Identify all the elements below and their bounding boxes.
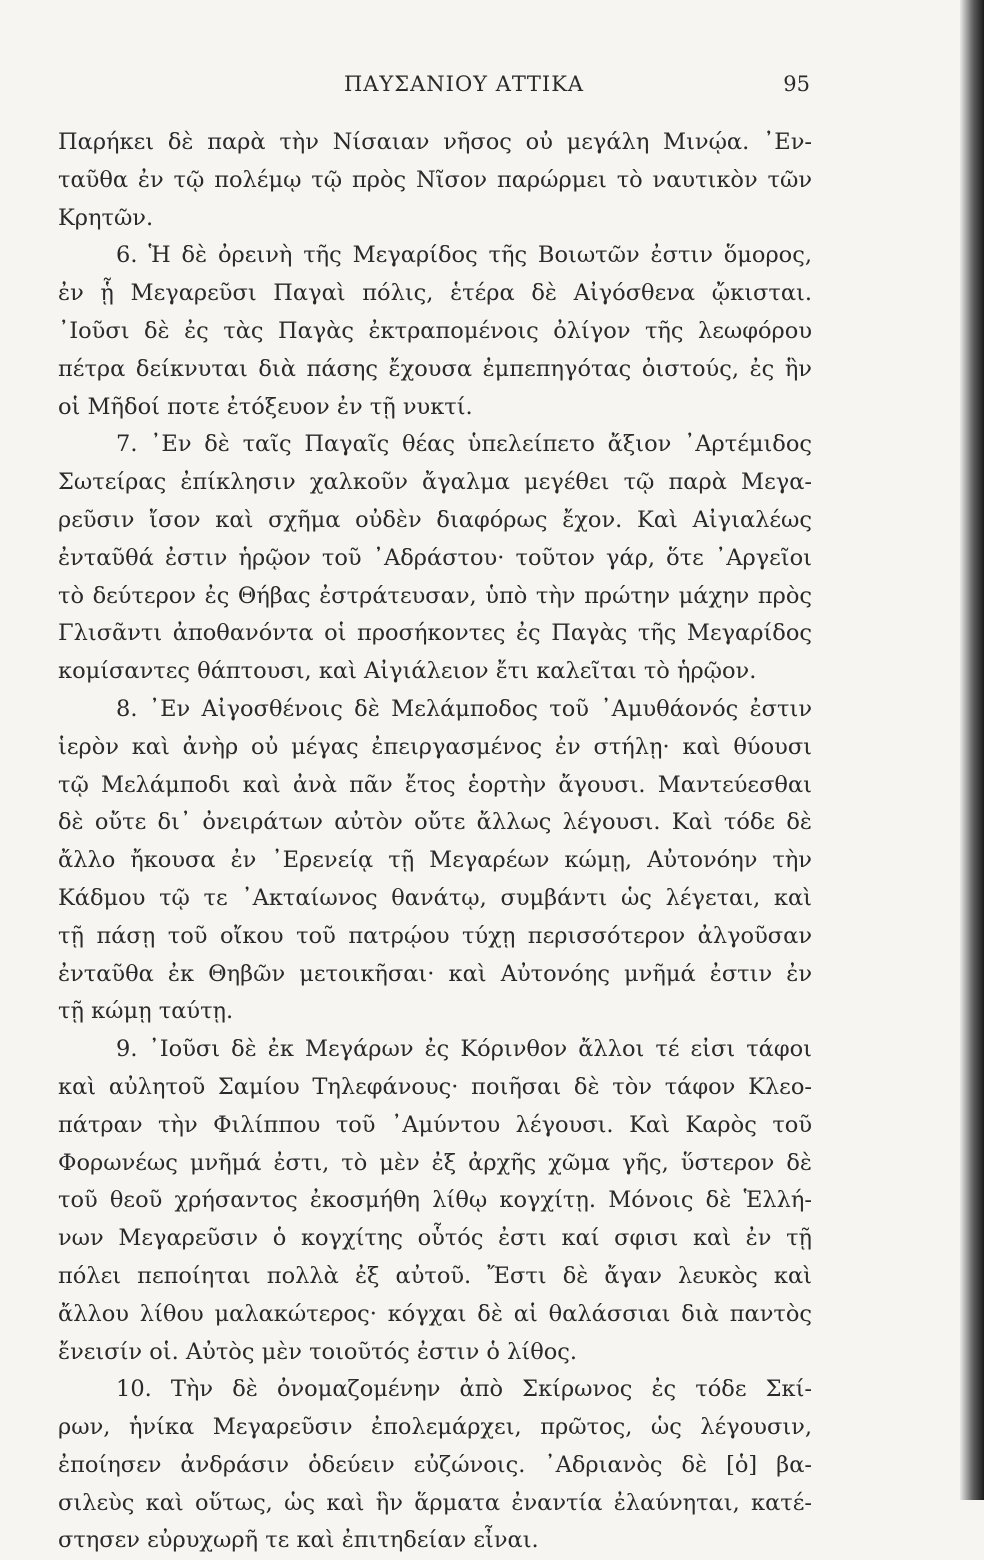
text-line: δὲ οὔτε δι᾿ ὀνειράτων αὐτὸν οὔτε ἄλλως λέγουσι. Καὶ τόδε δὲ [58,809,812,836]
text-line: κομίσαντες θάπτουσι, καὶ Αἰγιάλειον ἔτι καλεῖται τὸ ἡρῷον. [58,658,757,685]
text-line: τῷ Μελάμποδι καὶ ἀνὰ πᾶν ἔτος ἑορτὴν ἄγουσι. Μαντεύεσθαι [58,771,812,798]
text-line: ἐνταῦθά ἐστιν ἡρῷον τοῦ ᾿Αδράστου· τοῦτον γάρ, ὅτε ᾿Αργεῖοι [58,544,812,571]
text-line: ρεῦσιν ἴσον καὶ σχῆμα οὐδὲν διαφόρως ἔχον. Καὶ Αἰγιαλέως [58,506,812,533]
text-line: καὶ αὐλητοῦ Σαμίου Τηλεφάνους· ποιῆσαι δὲ τὸν τάφον Κλεο- [58,1073,812,1100]
body-text [58,124,812,1560]
text-line: τῇ κώμῃ ταύτῃ. [58,998,234,1025]
text-line: ἐνταῦθα ἐκ Θηβῶν μετοικῆσαι· καὶ Αὐτονόης μνῆμά ἐστιν ἐν [58,960,812,987]
text-line: τοῦ θεοῦ χρήσαντος ἐκοσμήθη λίθῳ κογχίτῃ. Μόνοις δὲ Ἑλλή- [58,1187,812,1214]
text-line: 6. Ἡ δὲ ὀρεινὴ τῆς Μεγαρίδος τῆς Βοιωτῶν ἐστιν ὅμορος, [116,242,812,269]
text-line: 9. ᾿Ιοῦσι δὲ ἐκ Μεγάρων ἐς Κόρινθον ἄλλοι τέ εἰσι τάφοι [116,1036,812,1063]
text-line: ᾿Ιοῦσι δὲ ἐς τὰς Παγὰς ἐκτραπομένοις ὀλίγον τῆς λεωφόρου [58,317,812,344]
page-number: 95 [783,72,810,96]
text-line: οἱ Μῆδοί ποτε ἐτόξευον ἐν τῇ νυκτί. [58,393,473,420]
text-line: ἐν ᾗ Μεγαρεῦσι Παγαὶ πόλις, ἑτέρα δὲ Αἰγόσθενα ᾤκισται. [58,280,812,307]
text-line: ταῦθα ἐν τῷ πολέμῳ τῷ πρὸς Νῖσον παρώρμει τὸ ναυτικὸν τῶν [58,166,812,193]
text-line: 8. ᾿Εν Αἰγοσθένοις δὲ Μελάμποδος τοῦ ᾿Αμυθάονός ἐστιν [116,695,812,722]
text-line: σιλεὺς καὶ οὕτως, ὡς καὶ ἣν ἅρματα ἐναντία ἐλαύνηται, κατέ- [58,1489,812,1516]
text-line: Σωτείρας ἐπίκλησιν χαλκοῦν ἄγαλμα μεγέθει τῷ παρὰ Μεγα- [58,469,812,496]
text-line: ἄλλο ἤκουσα ἐν ᾿Ερενείᾳ τῇ Μεγαρέων κώμῃ, Αὐτονόην τὴν [58,847,812,874]
text-line: ἄλλου λίθου μαλακώτερος· κόγχαι δὲ αἱ θαλάσσιαι διὰ παντὸς [58,1300,812,1327]
text-line: 7. ᾿Εν δὲ ταῖς Παγαῖς θέας ὑπελείπετο ἄξιον ᾿Αρτέμιδος [116,431,812,458]
text-line: πόλει πεποίηται πολλὰ ἐξ αὐτοῦ. Ἔστι δὲ ἄγαν λευκὸς καὶ [58,1262,812,1289]
text-line: 10. Τὴν δὲ ὀνομαζομένην ἀπὸ Σκίρωνος ἐς τόδε Σκί- [116,1376,812,1403]
text-line: πάτραν τὴν Φιλίππου τοῦ ᾿Αμύντου λέγουσι. Καὶ Καρὸς τοῦ [58,1111,812,1138]
running-title: ΠΑΥΣΑΝΙΟΥ ΑΤΤΙΚΑ [343,72,585,96]
text-line: Φορωνέως μνῆμά ἐστι, τὸ μὲν ἐξ ἀρχῆς χῶμα γῆς, ὕστερον δὲ [58,1149,812,1176]
running-head [118,72,810,108]
text-line: νων Μεγαρεῦσιν ὁ κογχίτης οὗτός ἐστι καί σφισι καὶ ἐν τῇ [58,1225,812,1252]
text-line: τὸ δεύτερον ἐς Θήβας ἐστράτευσαν, ὑπὸ τὴν πρώτην μάχην πρὸς [58,582,812,609]
text-line: στησεν εὐρυχωρῆ τε καὶ ἐπιτηδείαν εἶναι. [58,1527,539,1554]
text-line: Κάδμου τῷ τε ᾿Ακταίωνος θανάτῳ, συμβάντι ὡς λέγεται, καὶ [58,884,812,911]
text-line: Παρήκει δὲ παρὰ τὴν Νίσαιαν νῆσος οὐ μεγάλη Μινῴα. ᾿Εν- [58,129,812,155]
text-line: ἔνεισίν οἱ. Αὐτὸς μὲν τοιοῦτός ἐστιν ὁ λίθος. [58,1338,578,1365]
text-line: Κρητῶν. [58,204,154,231]
text-line: πέτρα δείκνυται διὰ πάσης ἔχουσα ἐμπεπηγότας ὀιστούς, ἐς ἣν [58,355,812,382]
text-line: ρων, ἡνίκα Μεγαρεῦσιν ἐπολεμάρχει, πρῶτος, ὡς λέγουσιν, [58,1414,812,1441]
page-edge-shadow [960,0,984,1500]
text-line: ἐποίησεν ἀνδράσιν ὁδεύειν εὐζώνοις. ᾿Αδριανὸς δὲ [ὁ] βα- [58,1451,812,1478]
text-line: Γλισᾶντι ἀποθανόντα οἱ προσήκοντες ἐς Παγὰς τῆς Μεγαρίδος [58,620,812,647]
text-line: τῇ πάσῃ τοῦ οἴκου τοῦ πατρῴου τύχῃ περισσότερον ἀλγοῦσαν [58,922,812,949]
text-line: ἱερὸν καὶ ἀνὴρ οὐ μέγας ἐπειργασμένος ἐν στήλῃ· καὶ θύουσι [58,733,812,760]
